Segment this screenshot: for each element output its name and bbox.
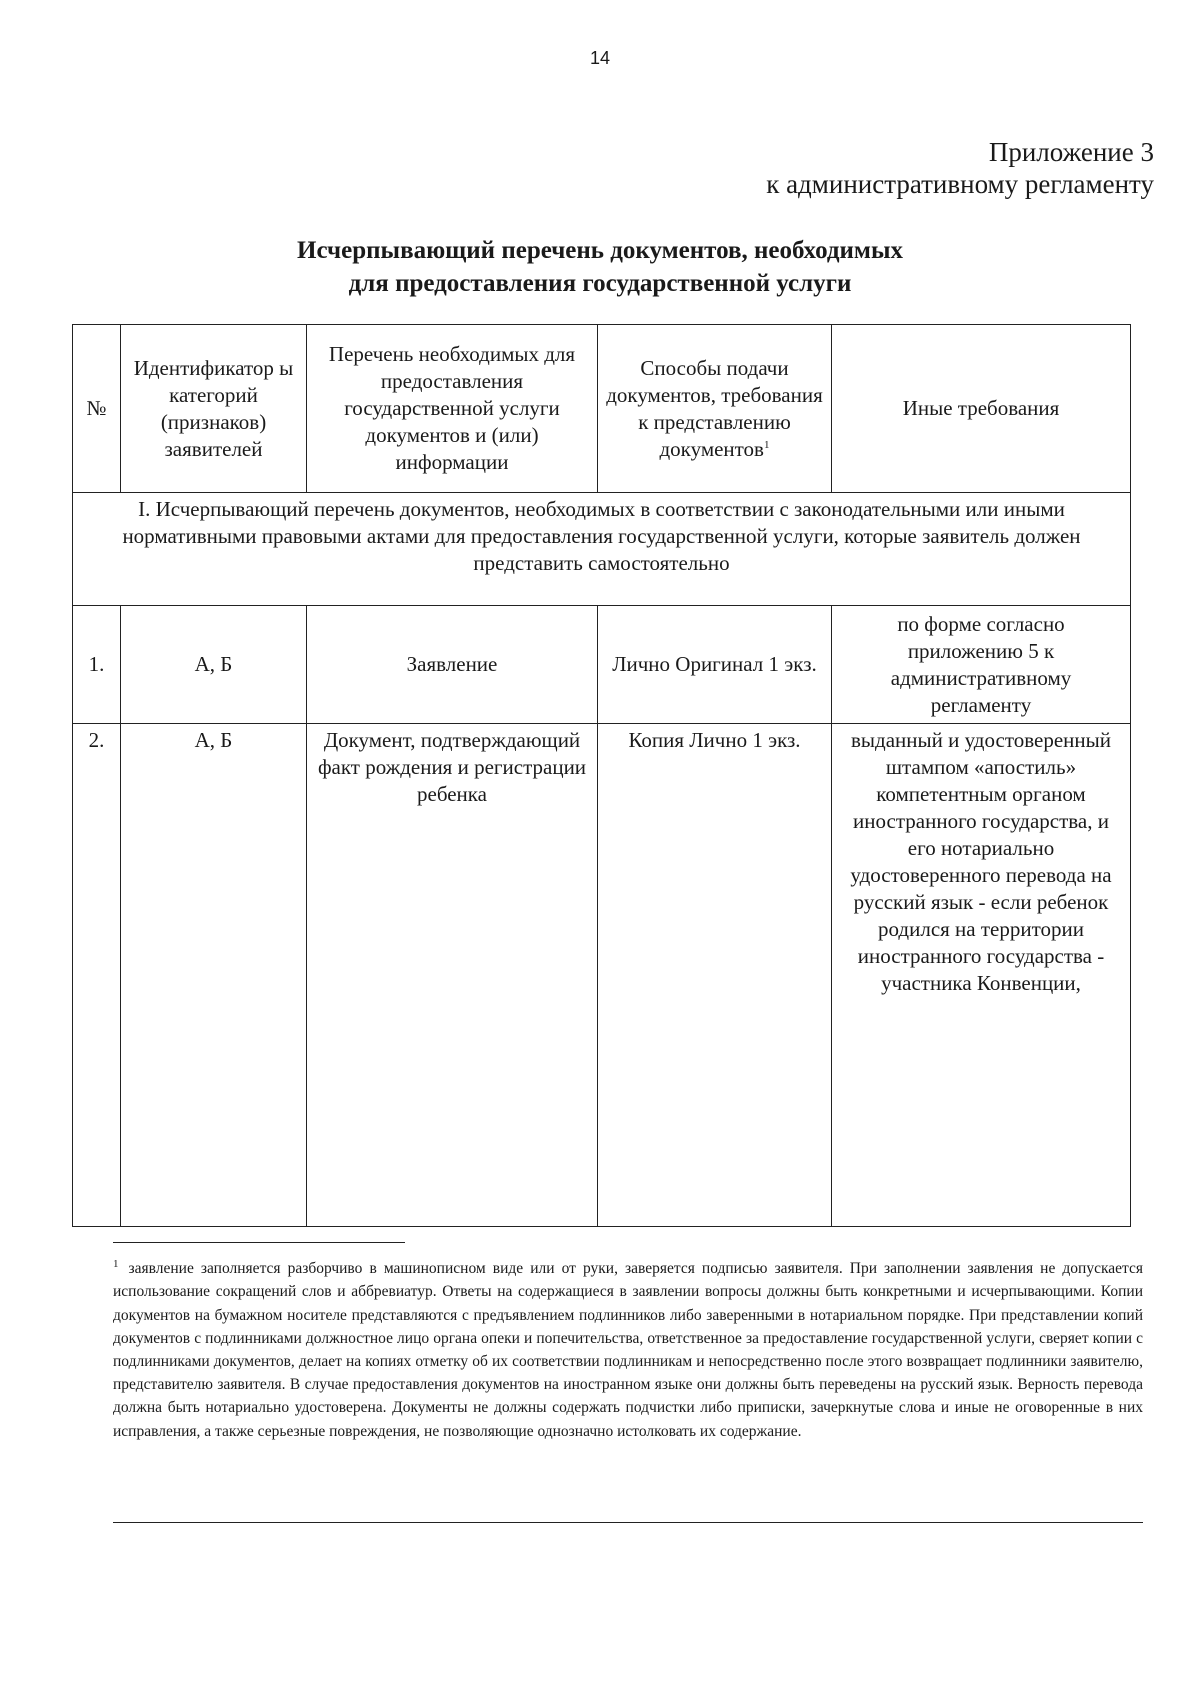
document-title <box>0 234 1200 300</box>
footnote-separator <box>113 1242 405 1243</box>
table-row <box>73 724 1131 1227</box>
row-document: Документ, подтверждающий факт рождения и регистрации ребенка <box>307 724 598 1227</box>
row-document: Заявление <box>307 606 598 724</box>
row-num: 1. <box>73 606 121 724</box>
row-categories: А, Б <box>121 606 307 724</box>
row-other: по форме согласно приложению 5 к административному регламенту <box>832 606 1131 724</box>
appendix-header <box>766 136 1154 200</box>
documents-table <box>72 324 1131 1227</box>
page-number: 14 <box>589 48 611 68</box>
row-method: Лично Оригинал 1 экз. <box>598 606 832 724</box>
section-heading: I. Исчерпывающий перечень документов, необходимых в соответствии с законодательными или иными нормативными правовыми актами для предоставления государственной услуги, которые заявитель должен представить самостоятельно <box>73 493 1131 606</box>
footnote <box>113 1253 1143 1443</box>
header-documents: Перечень необходимых для предоставления государственной услуги документов и (или) информации <box>307 325 598 493</box>
table-header-row <box>73 325 1131 493</box>
row-categories: А, Б <box>121 724 307 1227</box>
footnote-marker: 1 <box>113 1258 119 1270</box>
document-title-line-2: для предоставления государственной услуги <box>348 270 852 297</box>
section-row <box>73 493 1131 606</box>
footnote-text: заявление заполняется разборчиво в машинописном виде или от руки, заверяется подписью заявителя. При заполнении заявления не допускается использование сокращений слов и аббревиатур. Ответы на содержащиеся в заявлении вопросы должны быть конкретными и исчерпывающими. Копии документов на бумажном носителе представляются с предъявлением подлинников либо заверенными в нотариальном порядке. При представлении копий документов с подлинниками должностное лицо органа опеки и попечительства, ответственное за предоставление государственной услуги, сверяет копии с подлинниками документов, делает на копиях отметку об их соответствии подлинникам и непосредственно после этого возвращает подлинники заявителю, представителю заявителя. В случае предоставления документов на иностранном языке они должны быть переведены на русский язык. Верность перевода должна быть нотариально удостоверена. Документы не должны содержать подчистки либо приписки, зачеркнутые слова и иные не оговоренные в них исправления, а также серьезные повреждения, не позволяющие однозначно истолковать их содержание. <box>113 1260 1143 1440</box>
header-methods <box>598 325 832 493</box>
footnote-ref: 1 <box>763 438 770 451</box>
row-method: Копия Лично 1 экз. <box>598 724 832 1227</box>
header-methods-text: Способы подачи документов, требования к представлению документов <box>606 355 823 461</box>
appendix-line-2: к административному регламенту <box>766 169 1154 199</box>
document-title-line-1: Исчерпывающий перечень документов, необходимых <box>297 237 903 264</box>
row-num: 2. <box>73 724 121 1227</box>
header-categories: Идентификатор ы категорий (признаков) заявителей <box>121 325 307 493</box>
table-row <box>73 606 1131 724</box>
footnote-bottom-rule <box>113 1522 1143 1523</box>
row-other: выданный и удостоверенный штампом «апостиль» компетентным органом иностранного государства, и его нотариально удостоверенного перевода на русский язык - если ребенок родился на территории иностранного государства - участника Конвенции, <box>832 724 1131 1227</box>
header-num: № <box>73 325 121 493</box>
header-other: Иные требования <box>832 325 1131 493</box>
appendix-line-1: Приложение 3 <box>988 137 1154 167</box>
